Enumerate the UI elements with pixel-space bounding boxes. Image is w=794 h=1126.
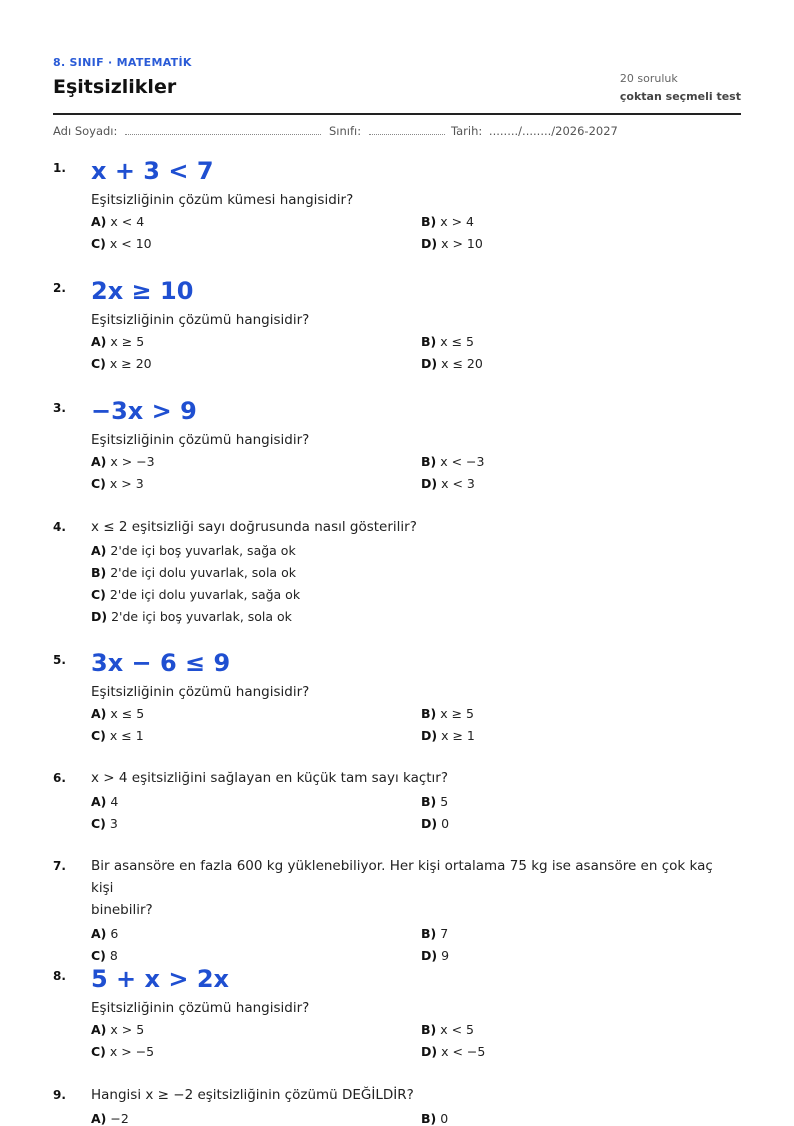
- option-d[interactable]: D) x < −5: [421, 1044, 486, 1059]
- option-b[interactable]: B) 0: [421, 1111, 449, 1126]
- class-field[interactable]: [329, 124, 445, 138]
- class-blank: [369, 124, 445, 135]
- options: [91, 703, 731, 747]
- option-a[interactable]: A) 6: [91, 926, 119, 941]
- options: [91, 923, 731, 967]
- option-d[interactable]: D) x > 10: [421, 236, 483, 251]
- option-b[interactable]: B) x > 4: [421, 214, 475, 229]
- worksheet-page: [53, 0, 741, 1126]
- options: [91, 540, 731, 628]
- question-number: 3.: [53, 401, 66, 415]
- question-number: 8.: [53, 969, 66, 983]
- option-a[interactable]: A) x > 5: [91, 1022, 145, 1037]
- question-number: 1.: [53, 161, 66, 175]
- option-d[interactable]: D) x ≥ 1: [421, 728, 475, 743]
- option-c[interactable]: C) x > −5: [91, 1044, 155, 1059]
- options: [91, 791, 731, 835]
- options: [91, 331, 731, 375]
- option-c[interactable]: C) x ≥ 20: [91, 356, 152, 371]
- option-d[interactable]: D) x ≤ 20: [421, 356, 483, 371]
- inequality-expression: −3x > 9: [91, 397, 197, 425]
- name-label: Adı Soyadı:: [53, 124, 118, 138]
- options: [91, 451, 731, 495]
- option-b[interactable]: B) 2'de içi dolu yuvarlak, sola ok: [91, 565, 296, 580]
- question-stem: x ≤ 2 eşitsizliği sayı doğrusunda nasıl gösterilir?: [91, 519, 417, 535]
- inequality-expression: x + 3 < 7: [91, 157, 214, 185]
- inequality-expression: 3x − 6 ≤ 9: [91, 649, 231, 677]
- option-d[interactable]: D) 9: [421, 948, 450, 963]
- test-meta: [620, 72, 741, 103]
- option-c[interactable]: C) 8: [91, 948, 118, 963]
- option-c[interactable]: C) 3: [91, 816, 118, 831]
- option-b[interactable]: B) 5: [421, 794, 449, 809]
- page-title: Eşitsizlikler: [53, 76, 177, 98]
- option-a[interactable]: A) 2'de içi boş yuvarlak, sağa ok: [91, 543, 296, 558]
- question-number: 7.: [53, 859, 66, 873]
- question-stem: Eşitsizliğinin çözümü hangisidir?: [91, 432, 310, 448]
- option-b[interactable]: B) x ≥ 5: [421, 706, 475, 721]
- option-a[interactable]: A) x ≤ 5: [91, 706, 145, 721]
- question-stem: Hangisi x ≥ −2 eşitsizliğinin çözümü DEĞİLDİR?: [91, 1087, 414, 1103]
- test-type: çoktan seçmeli test: [619, 90, 741, 103]
- option-a[interactable]: A) −2: [91, 1111, 129, 1126]
- option-a[interactable]: A) x < 4: [91, 214, 145, 229]
- option-d[interactable]: D) 0: [421, 816, 450, 831]
- question-stem: Eşitsizliğinin çözümü hangisidir?: [91, 684, 310, 700]
- option-c[interactable]: C) x ≤ 1: [91, 728, 144, 743]
- option-a[interactable]: A) x ≥ 5: [91, 334, 145, 349]
- class-label: Sınıfı:: [329, 124, 362, 138]
- option-b[interactable]: B) x < −3: [421, 454, 485, 469]
- name-field[interactable]: [53, 124, 321, 138]
- option-c[interactable]: C) 2'de içi dolu yuvarlak, sağa ok: [91, 587, 301, 602]
- option-c[interactable]: C) x < 10: [91, 236, 152, 251]
- option-c[interactable]: C) x > 3: [91, 476, 144, 491]
- worksheet-header: [53, 0, 741, 115]
- question-number: 4.: [53, 520, 66, 534]
- date-value: ......../......../2026-2027: [488, 124, 618, 138]
- question-stem: Eşitsizliğinin çözümü hangisidir?: [91, 1000, 310, 1016]
- inequality-expression: 5 + x > 2x: [91, 965, 229, 993]
- question-number: 5.: [53, 653, 66, 667]
- question-stem-line-1: Bir asansöre en fazla 600 kg yüklenebiliyor. Her kişi ortalama 75 kg ise asansöre en çok kaç kişi: [91, 858, 713, 896]
- options: [91, 1108, 731, 1126]
- option-b[interactable]: B) x ≤ 5: [421, 334, 475, 349]
- question-number: 2.: [53, 281, 66, 295]
- date-label: Tarih:: [451, 124, 483, 138]
- option-d[interactable]: D) 2'de içi boş yuvarlak, sola ok: [91, 609, 292, 624]
- option-d[interactable]: D) x < 3: [421, 476, 475, 491]
- option-a[interactable]: A) x > −3: [91, 454, 155, 469]
- inequality-expression: 2x ≥ 10: [91, 277, 194, 305]
- option-b[interactable]: B) 7: [421, 926, 449, 941]
- options: [91, 211, 731, 255]
- question-number: 6.: [53, 771, 66, 785]
- student-info-row: [53, 124, 741, 140]
- question-stem: Eşitsizliğinin çözümü hangisidir?: [91, 312, 310, 328]
- date-field[interactable]: [451, 124, 618, 138]
- option-b[interactable]: B) x < 5: [421, 1022, 475, 1037]
- question-stem: Eşitsizliğinin çözüm kümesi hangisidir?: [91, 192, 354, 208]
- name-blank: [125, 124, 321, 135]
- question-count: 20 soruluk: [619, 72, 678, 85]
- option-a[interactable]: A) 4: [91, 794, 119, 809]
- question-number: 9.: [53, 1088, 66, 1102]
- options: [91, 1019, 731, 1063]
- question-stem-line-2: binebilir?: [91, 902, 153, 918]
- question-stem: x > 4 eşitsizliğini sağlayan en küçük tam sayı kaçtır?: [91, 770, 449, 786]
- grade-subject-label: 8. SINIF · MATEMATİK: [53, 56, 192, 69]
